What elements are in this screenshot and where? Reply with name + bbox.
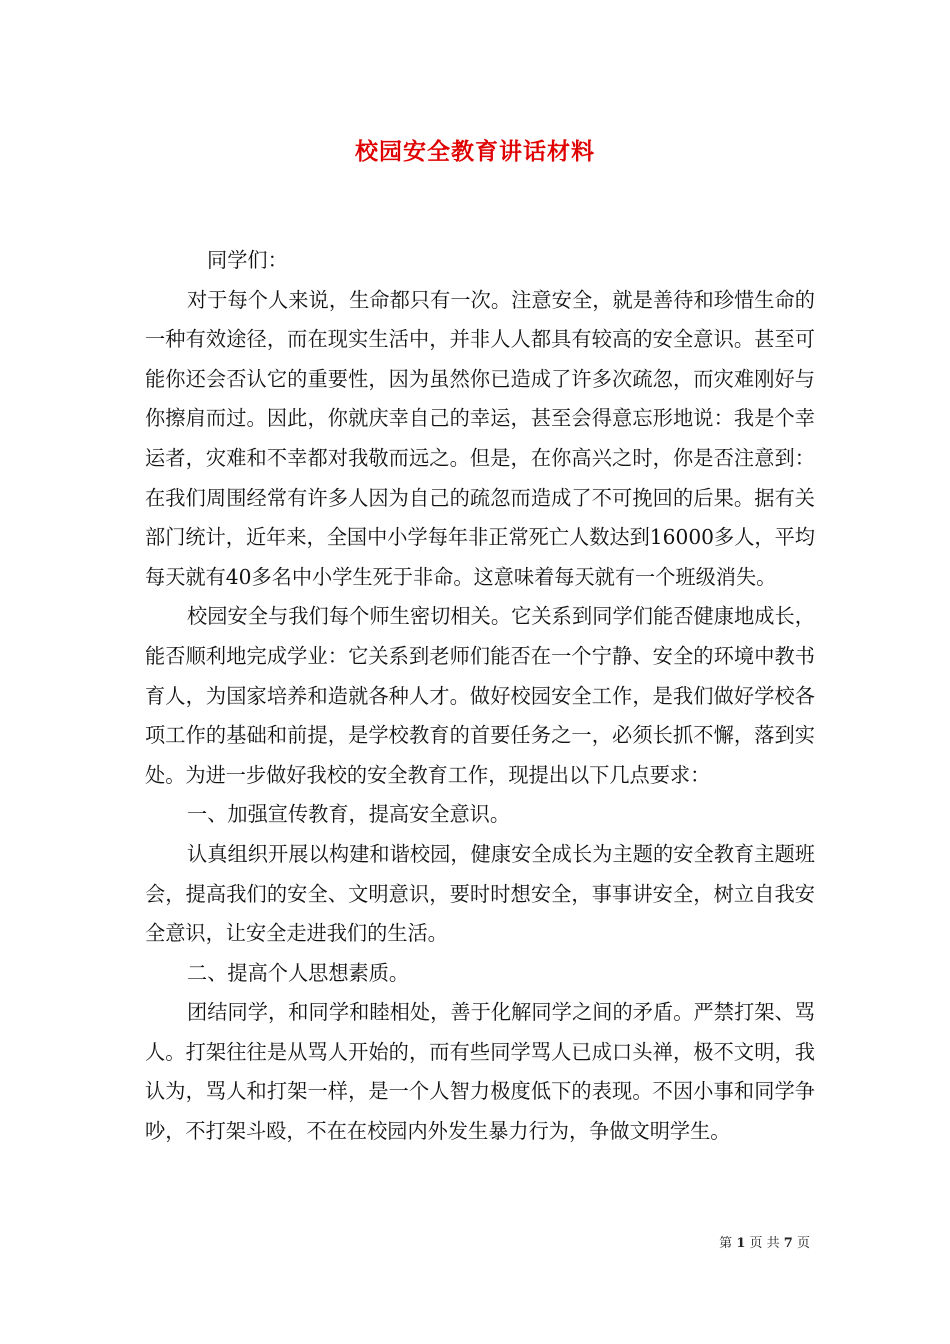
footer-prefix: 第	[719, 1236, 733, 1251]
paragraph-intro: 对于每个人来说，生命都只有一次。注意安全，就是善待和珍惜生命的一种有效途径，而在现实生活中，并非人人都具有较高的安全意识。甚至可能你还会否认它的重要性，因为虽然你已造成了许多次疏忽，而灾难刚好与你擦肩而过。因此，你就庆幸自己的幸运，甚至会得意忘形地说：我是个幸运者，灾难和不幸都对我敬而远之。但是，在你高兴之时，你是否注意到：在我们周围经常有许多人因为自己的疏忽而造成了不可挽回的后果。据有关部门统计，近年来，全国中小学每年非正常死亡人数达到16000多人，平均每天就有40多名中小学生死于非命。这意味着每天就有一个班级消失。	[145, 287, 815, 589]
page-footer	[640, 1232, 810, 1251]
footer-suffix: 页	[796, 1236, 810, 1251]
footer-current-page: 1	[736, 1236, 746, 1251]
footer-total-pages: 7	[783, 1236, 793, 1251]
section-heading-2: 二、提高个人思想素质。	[187, 960, 410, 985]
paragraph-campus-safety: 校园安全与我们每个师生密切相关。它关系到同学们能否健康地成长，能否顺利地完成学业：它关系到老师们能否在一个宁静、安全的环境中教书育人，为国家培养和造就各种人才。做好校园安全工作，是我们做好学校各项工作的基础和前提，是学校教育的首要任务之一，必须长抓不懈，落到实处。为进一步做好我校的安全教育工作，现提出以下几点要求：	[145, 604, 815, 787]
document-body	[145, 241, 815, 1152]
paragraph-section-2: 团结同学，和同学和睦相处，善于化解同学之间的矛盾。严禁打架、骂人。打架往往是从骂人开始的，而有些同学骂人已成口头禅，极不文明，我认为，骂人和打架一样，是一个人智力极度低下的表现。不因小事和同学争吵，不打架斗殴，不在在校园内外发生暴力行为，争做文明学生。	[145, 1000, 815, 1144]
section-heading-1: 一、加强宣传教育，提高安全意识。	[187, 802, 511, 827]
paragraph-section-1: 认真组织开展以构建和谐校园，健康安全成长为主题的安全教育主题班会，提高我们的安全、文明意识，要时时想安全，事事讲安全，树立自我安全意识，让安全走进我们的生活。	[145, 841, 815, 946]
document-title: 校园安全教育讲话材料	[355, 138, 595, 165]
greeting: 同学们：	[207, 248, 288, 272]
footer-middle: 页 共	[749, 1236, 780, 1251]
